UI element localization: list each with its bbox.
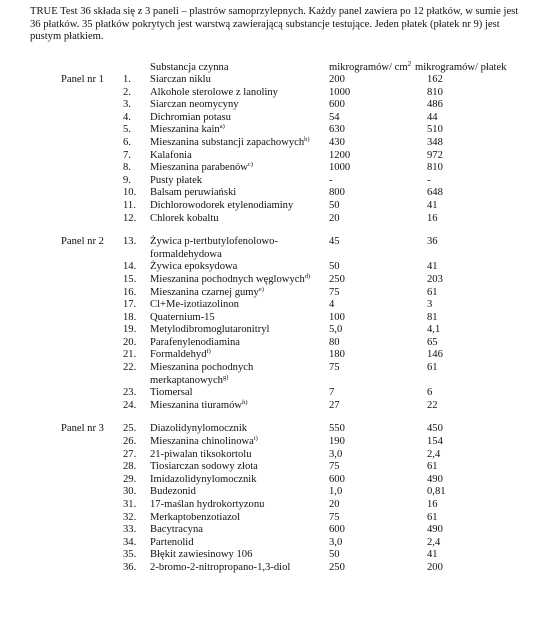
substance-name — [150, 124, 322, 137]
table-row — [0, 162, 544, 175]
value-mcg-patch: 41 — [427, 549, 438, 561]
substance-name-text: Imidazolidynylomocznik — [150, 473, 257, 485]
footnote-marker: d) — [304, 272, 311, 280]
patch-number: 3. — [123, 99, 131, 111]
substance-name — [150, 524, 322, 537]
substance-name-text: Metylodibromoglutaronitryl — [150, 324, 270, 336]
value-mcg-patch: 81 — [427, 311, 438, 323]
patch-number: 12. — [123, 212, 137, 224]
substance-name — [150, 213, 322, 226]
table-row — [0, 524, 544, 537]
value-mcg-cm2: 45 — [329, 236, 340, 248]
panel-label: Panel nr 3 — [61, 423, 104, 435]
substance-name — [150, 474, 322, 487]
patch-number: 16. — [123, 286, 137, 298]
table-row — [0, 512, 544, 525]
patch-number: 2. — [123, 86, 131, 98]
value-mcg-cm2: 27 — [329, 399, 340, 411]
value-mcg-cm2: 1000 — [329, 86, 351, 98]
table-row — [0, 474, 544, 487]
substance-name — [150, 349, 322, 362]
patch-number: 26. — [123, 436, 137, 448]
patch-number: 10. — [123, 187, 137, 199]
value-mcg-patch: 61 — [427, 362, 438, 374]
value-mcg-patch: 154 — [427, 436, 443, 448]
table-row — [0, 124, 544, 137]
patch-number: 36. — [123, 561, 137, 573]
table-row — [0, 312, 544, 325]
value-mcg-patch: 4,1 — [427, 324, 441, 336]
value-mcg-patch: 510 — [427, 124, 443, 136]
value-mcg-patch: 61 — [427, 286, 438, 298]
table-row — [0, 349, 544, 362]
table-row — [0, 499, 544, 512]
substance-name — [150, 337, 322, 350]
footnote-marker: c) — [247, 161, 254, 169]
substance-name — [150, 549, 322, 562]
patch-number: 9. — [123, 174, 131, 186]
value-mcg-patch: 490 — [427, 473, 443, 485]
substance-name — [150, 400, 322, 413]
substance-name — [150, 461, 322, 474]
substance-name-text: Kalafonia — [150, 149, 192, 161]
table-row — [0, 150, 544, 163]
header-mcg-patch: mikrogramów/ płatek — [415, 62, 507, 73]
substance-name — [150, 324, 322, 337]
patch-number: 6. — [123, 136, 131, 148]
substance-name — [150, 261, 322, 274]
substance-name — [150, 112, 322, 125]
value-mcg-cm2: 20 — [329, 499, 340, 510]
value-mcg-cm2: 180 — [329, 349, 345, 361]
value-mcg-patch: 810 — [427, 86, 443, 98]
substance-name — [150, 187, 322, 200]
patch-number: 7. — [123, 149, 131, 161]
substance-name-text: Mieszanina tiuramów — [150, 399, 243, 411]
value-mcg-patch: 490 — [427, 524, 443, 536]
patch-number: 34. — [123, 536, 137, 548]
value-mcg-cm2: 1200 — [329, 149, 351, 161]
substance-name — [150, 99, 322, 112]
value-mcg-patch: 16 — [427, 499, 438, 510]
table-row — [0, 436, 544, 449]
substance-name-text: Bacytracyna — [150, 524, 203, 536]
substance-name — [150, 299, 322, 312]
value-mcg-patch: 6 — [427, 387, 433, 399]
value-mcg-patch: 3 — [427, 299, 433, 311]
substance-name-text: Siarczan niklu — [150, 74, 211, 85]
table-row — [0, 112, 544, 125]
table-row — [0, 387, 544, 400]
patch-number: 33. — [123, 524, 137, 536]
value-mcg-cm2: 7 — [329, 387, 335, 399]
substance-name-text: 2-bromo-2-nitropropano-1,3-diol — [150, 561, 291, 573]
substance-name-text: Formaldehyd — [150, 349, 207, 361]
value-mcg-patch: 450 — [427, 423, 443, 435]
substance-name — [150, 512, 322, 525]
value-mcg-patch: 36 — [427, 236, 438, 248]
substance-name-text: Chlorek kobaltu — [150, 212, 219, 224]
substance-name-text: Mieszanina parabenów — [150, 162, 248, 174]
substance-name — [150, 200, 322, 213]
value-mcg-patch: 61 — [427, 461, 438, 473]
footnote-marker: b) — [304, 135, 310, 143]
value-mcg-cm2: 1000 — [329, 162, 351, 174]
patch-number: 27. — [123, 448, 137, 460]
footnote-marker: i) — [253, 435, 258, 443]
patch-number: 11. — [123, 199, 136, 211]
table-row — [0, 362, 544, 387]
substance-table — [0, 74, 544, 586]
patch-number: 25. — [123, 423, 137, 435]
value-mcg-cm2: 50 — [329, 261, 340, 273]
patch-number: 1. — [123, 74, 131, 85]
substance-name — [150, 274, 322, 287]
value-mcg-patch: 648 — [427, 187, 443, 199]
panel-group — [0, 74, 544, 225]
panel-label: Panel nr 2 — [61, 236, 104, 248]
table-row — [0, 261, 544, 274]
value-mcg-cm2: 430 — [329, 136, 345, 148]
substance-name — [150, 137, 322, 150]
value-mcg-patch: 61 — [427, 511, 438, 523]
value-mcg-patch: 22 — [427, 399, 438, 411]
substance-name — [150, 362, 322, 387]
substance-name — [150, 236, 322, 261]
patch-number: 29. — [123, 473, 137, 485]
patch-number: 15. — [123, 273, 137, 285]
value-mcg-cm2: 5,0 — [329, 324, 343, 336]
value-mcg-cm2: 50 — [329, 549, 340, 561]
value-mcg-cm2: 3,0 — [329, 536, 343, 548]
patch-number: 18. — [123, 311, 137, 323]
patch-number: 22. — [123, 362, 137, 374]
value-mcg-cm2: 1,0 — [329, 486, 343, 498]
value-mcg-cm2: 630 — [329, 124, 345, 136]
value-mcg-cm2: 550 — [329, 423, 345, 435]
table-row — [0, 549, 544, 562]
value-mcg-patch: 810 — [427, 162, 443, 174]
value-mcg-patch: 65 — [427, 336, 438, 348]
substance-name-text: Błękit zawiesinowy 106 — [150, 549, 253, 561]
patch-number: 17. — [123, 299, 137, 311]
value-mcg-cm2: 250 — [329, 273, 345, 285]
header-substance: Substancja czynna — [150, 62, 229, 73]
table-row — [0, 213, 544, 226]
header-mcg-cm2 — [329, 62, 411, 75]
value-mcg-patch: 972 — [427, 149, 443, 161]
footnote-marker: a) — [219, 123, 225, 131]
substance-name — [150, 175, 322, 188]
substance-name-text: Diazolidynylomocznik — [150, 423, 248, 435]
value-mcg-cm2: 190 — [329, 436, 345, 448]
substance-name — [150, 499, 322, 512]
substance-name-text: Alkohole sterolowe z lanoliny — [150, 86, 278, 98]
value-mcg-cm2: 600 — [329, 473, 345, 485]
panel-label: Panel nr 1 — [61, 74, 104, 85]
value-mcg-cm2: 54 — [329, 111, 340, 123]
substance-name — [150, 162, 322, 175]
substance-name-text: Merkaptobenzotiazol — [150, 511, 241, 523]
substance-name-text: Budezonid — [150, 486, 196, 498]
patch-number: 32. — [123, 511, 137, 523]
footnote-marker: f) — [206, 348, 211, 356]
patch-number: 14. — [123, 261, 137, 273]
substance-name — [150, 436, 322, 449]
table-row — [0, 400, 544, 413]
value-mcg-cm2: 3,0 — [329, 448, 343, 460]
patch-number: 23. — [123, 387, 137, 399]
substance-name-text: 17-maślan hydrokortyzonu — [150, 499, 265, 510]
patch-number: 19. — [123, 324, 137, 336]
footnote-marker: h) — [242, 398, 248, 406]
substance-name-text: Quaternium-15 — [150, 311, 215, 323]
substance-name — [150, 486, 322, 499]
substance-name — [150, 74, 322, 87]
table-row — [0, 74, 544, 87]
substance-name — [150, 287, 322, 300]
substance-name — [150, 387, 322, 400]
value-mcg-cm2: 75 — [329, 362, 340, 374]
patch-number: 31. — [123, 499, 137, 510]
substance-name — [150, 87, 322, 100]
value-mcg-patch: 146 — [427, 349, 443, 361]
value-mcg-patch: 0,81 — [427, 486, 446, 498]
header-mcg-cm2-sup: 2 — [407, 60, 412, 68]
patch-number: 21. — [123, 349, 137, 361]
value-mcg-patch: 2,4 — [427, 536, 441, 548]
substance-name-text: Parafenylenodiamina — [150, 336, 241, 348]
table-row — [0, 187, 544, 200]
patch-number: 28. — [123, 461, 137, 473]
patch-number: 30. — [123, 486, 137, 498]
substance-name-text: Żywica epoksydowa — [150, 261, 238, 273]
footnote-marker: g) — [222, 373, 229, 381]
table-row — [0, 461, 544, 474]
table-row — [0, 449, 544, 462]
substance-name-text: Balsam peruwiański — [150, 187, 237, 199]
substance-name — [150, 449, 322, 462]
table-row — [0, 287, 544, 300]
value-mcg-patch: 203 — [427, 273, 443, 285]
substance-name-text: Żywica p-tertbutylofenolowo-formaldehydowa — [150, 236, 278, 260]
value-mcg-patch: 2,4 — [427, 448, 441, 460]
value-mcg-cm2: 200 — [329, 74, 345, 85]
value-mcg-patch: 486 — [427, 99, 443, 111]
value-mcg-cm2: 80 — [329, 336, 340, 348]
value-mcg-patch: 16 — [427, 212, 438, 224]
substance-name — [150, 537, 322, 550]
table-row — [0, 299, 544, 312]
patch-number: 4. — [123, 111, 131, 123]
table-row — [0, 324, 544, 337]
value-mcg-cm2: 600 — [329, 99, 345, 111]
table-row — [0, 200, 544, 213]
substance-name-text: Mieszanina chinolinowa — [150, 436, 254, 448]
substance-name-text: Tiosiarczan sodowy złota — [150, 461, 258, 473]
table-row — [0, 423, 544, 436]
substance-name-text: Mieszanina czarnej gumy — [150, 286, 259, 298]
substance-name-text: Mieszanina pochodnych węglowych — [150, 273, 305, 285]
patch-number: 5. — [123, 124, 131, 136]
value-mcg-cm2: 250 — [329, 561, 345, 573]
value-mcg-patch: - — [427, 174, 431, 186]
value-mcg-cm2: 75 — [329, 286, 340, 298]
value-mcg-patch: 41 — [427, 261, 438, 273]
substance-name-text: Mieszanina pochodnych merkaptanowych — [150, 362, 254, 386]
panel-group — [0, 236, 544, 412]
value-mcg-patch: 41 — [427, 199, 438, 211]
table-row — [0, 337, 544, 350]
substance-name-text: Pusty płatek — [150, 174, 203, 186]
intro-paragraph: TRUE Test 36 składa się z 3 paneli – plastrów samoprzylepnych. Każdy panel zawiera po 12 płatków, w sumie jest 36 płatków. 35 płatków pokrytych jest warstwą zawierającą substancje testujące. Jeden płatek (płatek nr 9) jest pustym płatkiem. — [30, 6, 519, 43]
footnote-marker: e) — [258, 285, 264, 293]
patch-number: 24. — [123, 399, 137, 411]
substance-name-text: Tiomersal — [150, 387, 193, 399]
substance-name-text: 21-piwalan tiksokortolu — [150, 448, 252, 460]
substance-name-text: Mieszanina substancji zapachowych — [150, 136, 305, 148]
substance-name-text: Cl+Me-izotiazolinon — [150, 299, 239, 311]
table-row — [0, 87, 544, 100]
table-row — [0, 486, 544, 499]
patch-number: 8. — [123, 162, 131, 174]
panel-group — [0, 423, 544, 574]
substance-name-text: Mieszanina kain — [150, 124, 220, 136]
value-mcg-cm2: - — [329, 174, 333, 186]
substance-name-text: Siarczan neomycyny — [150, 99, 239, 111]
substance-name-text: Dichromian potasu — [150, 111, 231, 123]
value-mcg-patch: 162 — [427, 74, 443, 85]
table-row — [0, 562, 544, 575]
table-row — [0, 99, 544, 112]
table-row — [0, 175, 544, 188]
table-row — [0, 537, 544, 550]
value-mcg-cm2: 600 — [329, 524, 345, 536]
substance-name-text: Dichlorowodorek etylenodiaminy — [150, 199, 294, 211]
substance-name — [150, 312, 322, 325]
patch-number: 35. — [123, 549, 137, 561]
header-mcg-cm2-text: mikrogramów/ cm — [329, 62, 408, 73]
table-row — [0, 137, 544, 150]
value-mcg-cm2: 75 — [329, 461, 340, 473]
substance-name — [150, 150, 322, 163]
value-mcg-cm2: 50 — [329, 199, 340, 211]
value-mcg-cm2: 20 — [329, 212, 340, 224]
substance-name — [150, 423, 322, 436]
patch-number: 20. — [123, 336, 137, 348]
table-row — [0, 236, 544, 261]
value-mcg-cm2: 4 — [329, 299, 335, 311]
value-mcg-cm2: 100 — [329, 311, 345, 323]
patch-number: 13. — [123, 236, 137, 248]
value-mcg-cm2: 75 — [329, 511, 340, 523]
table-row — [0, 274, 544, 287]
value-mcg-patch: 200 — [427, 561, 443, 573]
value-mcg-patch: 44 — [427, 111, 438, 123]
value-mcg-cm2: 800 — [329, 187, 345, 199]
substance-name-text: Partenolid — [150, 536, 194, 548]
value-mcg-patch: 348 — [427, 136, 443, 148]
substance-name — [150, 562, 322, 575]
